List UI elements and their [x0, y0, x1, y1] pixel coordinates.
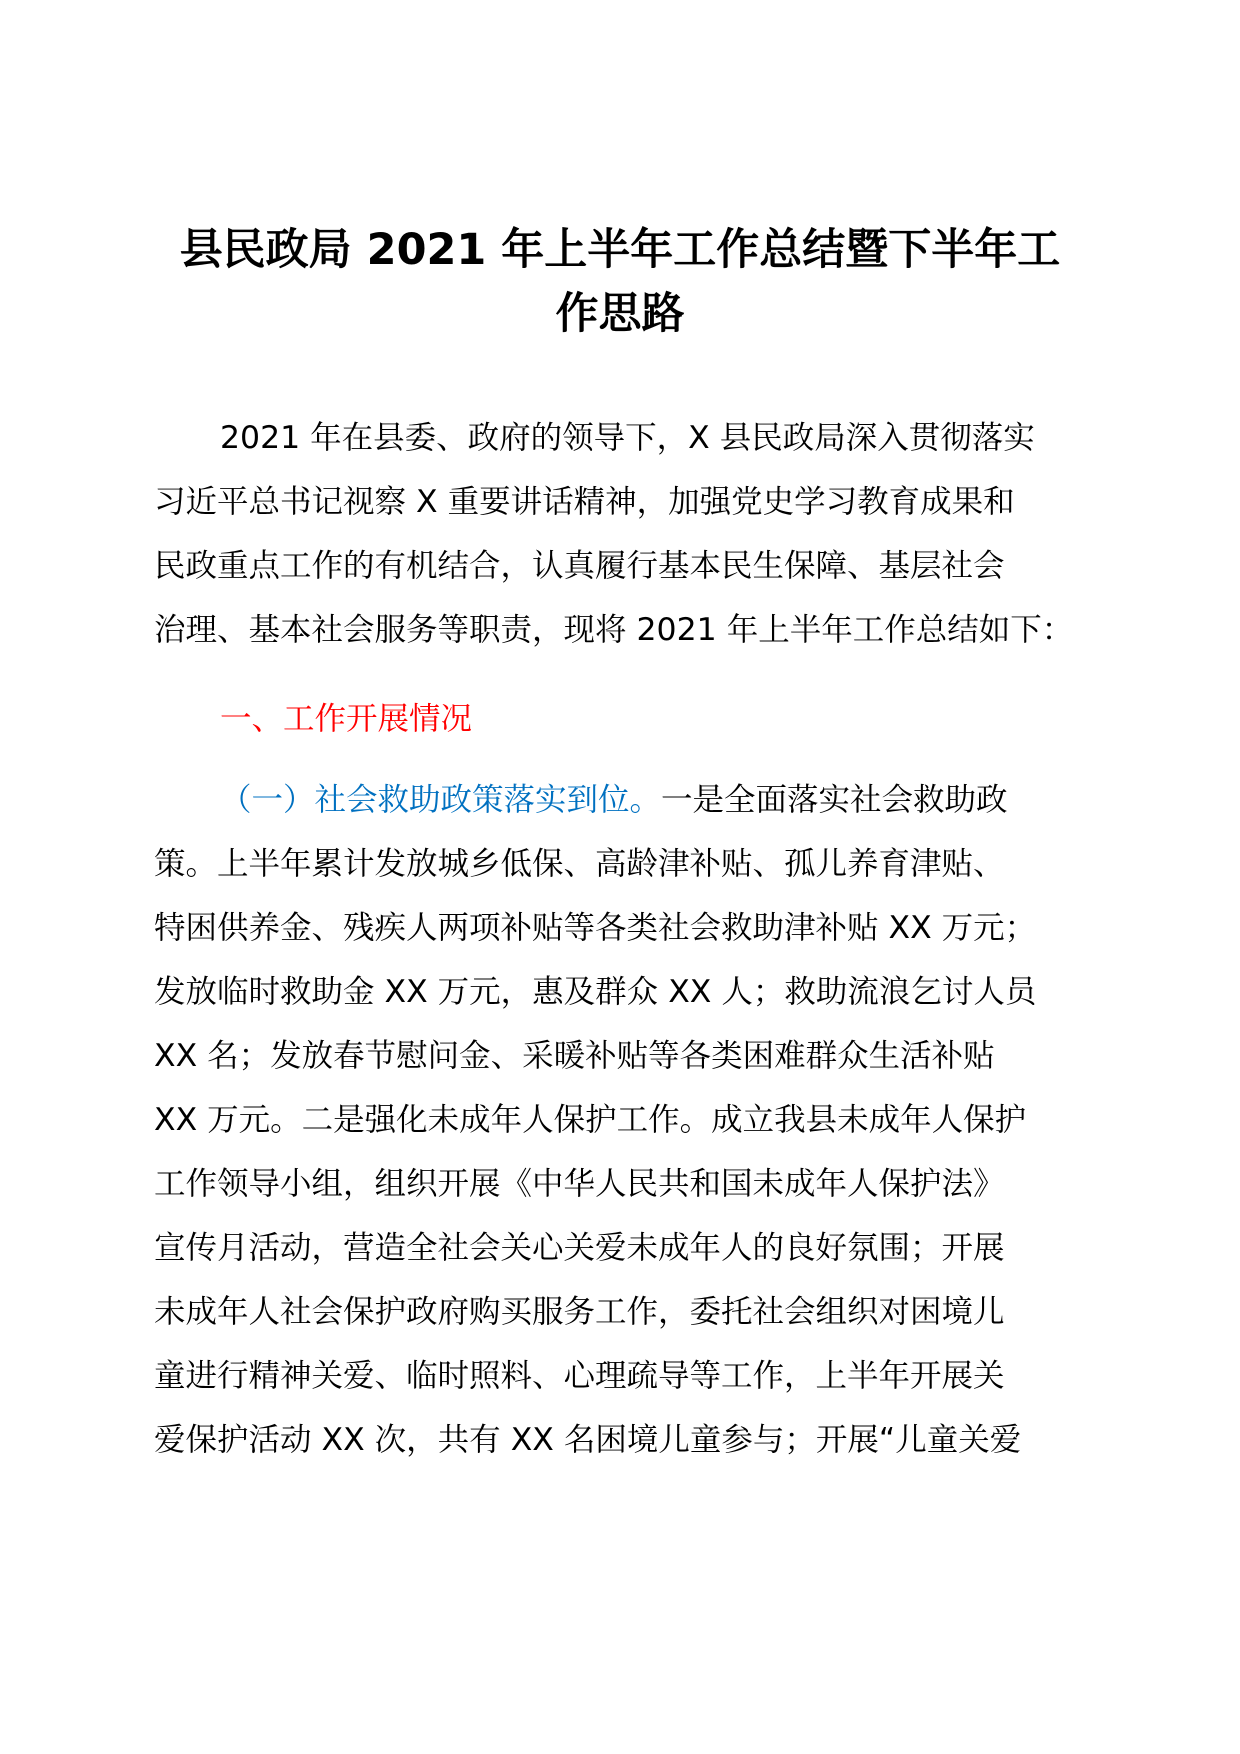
body-line: XX 名；发放春节慰问金、采暖补贴等各类困难群众生活补贴 — [154, 1038, 995, 1074]
body-line: 策。上半年累计发放城乡低保、高龄津补贴、孤儿养育津贴、 — [154, 846, 1005, 882]
intro-line-3: 民政重点工作的有机结合，认真履行基本民生保障、基层社会 — [154, 548, 1005, 584]
document-title-line-1: 县民政局 2021 年上半年工作总结暨下半年工 — [179, 225, 1061, 275]
body-line: 爱保护活动 XX 次，共有 XX 名困境儿童参与；开展“儿童关爱 — [154, 1422, 1022, 1458]
section-heading: 一、工作开展情况 — [220, 701, 473, 737]
body-line: 工作领导小组，组织开展《中华人民共和国未成年人保护法》 — [154, 1166, 1005, 1202]
intro-line-2: 习近平总书记视察 X 重要讲话精神，加强党史学习教育成果和 — [154, 484, 1015, 520]
intro-line-4: 治理、基本社会服务等职责，现将 2021 年上半年工作总结如下： — [154, 612, 1074, 648]
body-line: 未成年人社会保护政府购买服务工作，委托社会组织对困境儿 — [154, 1294, 1005, 1330]
subsection-first-line — [220, 780, 1160, 820]
subsection-heading: （一）社会救助政策落实到位。 — [220, 782, 662, 818]
body-line: XX 万元。二是强化未成年人保护工作。成立我县未成年人保护 — [154, 1102, 1027, 1138]
body-line: 发放临时救助金 XX 万元，惠及群众 XX 人；救助流浪乞讨人员 — [154, 974, 1037, 1010]
document-title-line-2: 作思路 — [555, 289, 685, 339]
body-line: 宣传月活动，营造全社会关心关爱未成年人的良好氛围；开展 — [154, 1230, 1005, 1266]
intro-line-1: 2021 年在县委、政府的领导下，X 县民政局深入贯彻落实 — [220, 420, 1035, 456]
subsection-first-line-text: 一是全面落实社会救助政 — [661, 782, 1008, 818]
body-line: 特困供养金、残疾人两项补贴等各类社会救助津补贴 XX 万元； — [154, 910, 1037, 946]
body-line: 童进行精神关爱、临时照料、心理疏导等工作，上半年开展关 — [154, 1358, 1005, 1394]
